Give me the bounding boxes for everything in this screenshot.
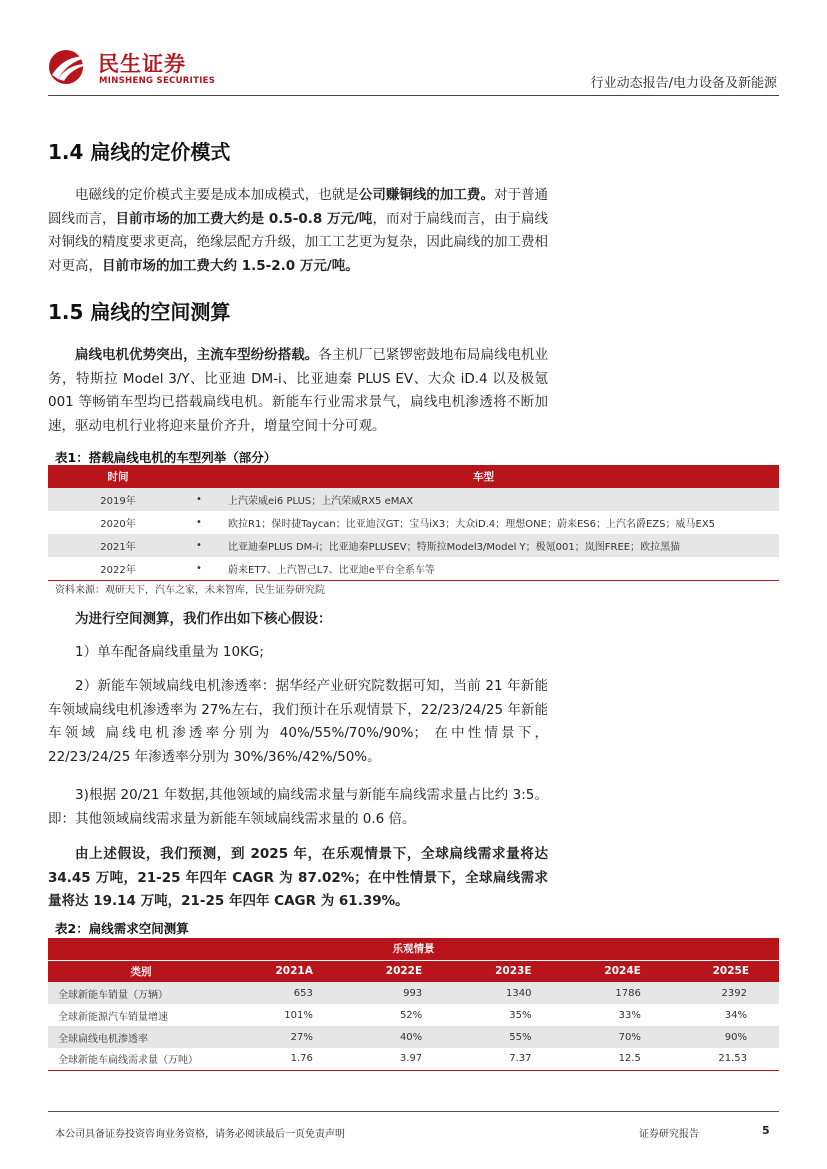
table2-caption: 表2：扁线需求空间测算 bbox=[55, 921, 189, 936]
footer-disclaimer: 本公司具备证券投资咨询业务资格，请务必阅读最后一页免责声明 bbox=[55, 1129, 345, 1140]
table-cell-models: 比亚迪秦PLUS DM-i；比亚迪秦PLUSEV；特斯拉Model3/Model Y；极氪001；岚图FREE；欧拉黑猫 bbox=[228, 534, 779, 557]
logo-text-en: MINSHENG SECURITIES bbox=[99, 76, 216, 86]
table-header-cell: 2022E bbox=[345, 960, 454, 982]
section-title-1-4: 1.4 扁线的定价模式 bbox=[48, 140, 231, 164]
table-row bbox=[48, 1026, 779, 1048]
minsheng-logo-icon bbox=[48, 49, 92, 85]
table-cell: 1786 bbox=[564, 982, 673, 1004]
table-row bbox=[48, 1048, 779, 1070]
table1-source: 资料来源：观研天下，汽车之家，未来智库，民生证券研究院 bbox=[55, 585, 325, 596]
table-cell: 55% bbox=[454, 1026, 563, 1048]
table-cell: 101% bbox=[284, 1009, 313, 1021]
table-cell: 7.37 bbox=[454, 1048, 563, 1070]
text-run: ，而对于扁线而言，由于扁线对铜线的精度要求更高，绝缘层配方升级，加工工艺更为复杂，因此扁线的加工费相对更高， bbox=[48, 210, 549, 274]
table-cell: 2392 bbox=[673, 982, 779, 1004]
table-cell: 70% bbox=[564, 1026, 673, 1048]
table-row bbox=[48, 982, 779, 1004]
table-cell-year: 2021年 bbox=[48, 534, 188, 557]
header-divider bbox=[48, 95, 779, 96]
table-cell: 3.97 bbox=[345, 1048, 454, 1070]
table-cell: 34% bbox=[724, 1009, 747, 1021]
footer-label: 证券研究报告 bbox=[639, 1129, 699, 1140]
table-cell: 653 bbox=[234, 982, 345, 1004]
table-row bbox=[48, 534, 779, 557]
table-cell: 1340 bbox=[454, 982, 563, 1004]
text-run-bold: 目前市场的加工费大约 1.5-2.0 万元/吨。 bbox=[102, 257, 359, 274]
text-run: 对于普通圆线而言， bbox=[48, 187, 549, 227]
table-cell-year: 2022年 bbox=[48, 557, 188, 580]
assumption-1 bbox=[48, 641, 548, 665]
report-category: 行业动态报告/电力设备及新能源 bbox=[590, 76, 777, 91]
table-row bbox=[48, 1004, 779, 1026]
section-title-1-5: 1.5 扁线的空间测算 bbox=[48, 300, 231, 324]
table-cell-label: 全球新能源汽车销量增速 bbox=[58, 1011, 168, 1023]
text-run-bold: 为进行空间测算，我们作出如下核心假设： bbox=[75, 611, 332, 627]
text-run-bold: 目前市场的加工费大约是 0.5-0.8 万元/吨 bbox=[115, 210, 373, 227]
table-row bbox=[48, 557, 779, 580]
table-cell-label: 全球新能车扁线需求量（万吨） bbox=[48, 1048, 234, 1070]
table-cell: 1.76 bbox=[234, 1048, 345, 1070]
text-run-bold: 由上述假设，我们预测，到 2025 年，在乐观情景下，全球扁线需求量将达 34.45 万吨，21-25 年四年 CAGR 为 87.02%；在中性情景下，全球扁线需求量将达 19.14 万吨，21-25 年四年 CAGR 为 61.39%。 bbox=[48, 846, 548, 909]
logo-text-cn: 民生证券 bbox=[98, 52, 186, 76]
table-cell: 33% bbox=[618, 1009, 641, 1021]
bullet-icon: • bbox=[188, 557, 228, 580]
table-cell-year: 2020年 bbox=[100, 519, 136, 530]
table1-caption: 表1：搭载扁线电机的车型列举（部分） bbox=[55, 450, 277, 465]
table1-car-models bbox=[48, 465, 779, 581]
table-header-row bbox=[48, 465, 779, 488]
table-cell-label: 全球新能车销量（万辆） bbox=[48, 982, 234, 1004]
table-scenario-row bbox=[48, 938, 779, 960]
table-cell: 993 bbox=[345, 982, 454, 1004]
table-header-cell: 类别 bbox=[48, 960, 234, 982]
table-cell-year: 2019年 bbox=[48, 488, 188, 511]
table-cell: 35% bbox=[509, 1009, 532, 1021]
paragraph-pricing bbox=[48, 184, 548, 278]
table-cell-models: 蔚来ET7、上汽智己L7、比亚迪e平台全系车等 bbox=[228, 557, 779, 580]
table-header-cell: 2024E bbox=[564, 960, 673, 982]
assumption-2 bbox=[48, 675, 548, 769]
table-cell: 12.5 bbox=[564, 1048, 673, 1070]
page-header bbox=[48, 44, 779, 96]
footer-divider bbox=[48, 1111, 779, 1112]
table-header-cell: 2021A bbox=[234, 960, 345, 982]
text-run-bold: 公司赚铜线的加工费。 bbox=[358, 187, 494, 203]
table2-demand-estimate bbox=[48, 938, 779, 1071]
bullet-icon: • bbox=[196, 517, 202, 528]
table-header-cell: 车型 bbox=[188, 465, 779, 488]
bullet-icon: • bbox=[188, 488, 228, 511]
page-number: 5 bbox=[762, 1124, 770, 1137]
table-cell-models: 欧拉R1；保时捷Taycan；比亚迪汉GT；宝马iX3；大众iD.4；理想ONE；蔚来ES6；上汽名爵EZS；威马EX5 bbox=[228, 519, 716, 530]
text-run: 各主机厂已紧锣密鼓地布局扁线电机业务，特斯拉 Model 3/Y、比亚迪 DM-i、比亚迪秦 PLUS EV、大众 iD.4 以及极氪 001 等畅销车型均已搭载扁线电机。新能车行业需求景气，扁线电机渗透将不断加速，驱动电机行业将迎来量价齐升，增量空间十分可观。 bbox=[48, 347, 549, 434]
paragraph-flat-wire-motor bbox=[48, 344, 548, 438]
table-header-cell: 时间 bbox=[48, 465, 188, 488]
text-run: 1）单车配备扁线重量为 10KG; bbox=[75, 644, 264, 660]
table-row bbox=[48, 511, 779, 534]
table-header-cell: 2025E bbox=[673, 960, 779, 982]
table-cell-models: 上汽荣威ei6 PLUS；上汽荣威RX5 eMAX bbox=[228, 488, 779, 511]
table-cell-label: 全球扁线电机渗透率 bbox=[48, 1026, 234, 1048]
text-run-bold: 扁线电机优势突出，主流车型纷纷搭载。 bbox=[75, 347, 319, 363]
table-cell: 40% bbox=[345, 1026, 454, 1048]
conclusion-paragraph bbox=[48, 843, 548, 914]
text-run: 2）新能车领域扁线电机渗透率：据华经产业研究院数据可知，当前 21 年新能车领域扁线电机渗透率为 27%左右，我们预计在乐观情景下，22/23/24/25 年新能车领域 扁线电机渗透率分别为 40%/55%/70%/90%； 在中性情景下，22/23/24/25 年渗透率分别为 30%/36%/42%/50%。 bbox=[48, 678, 548, 765]
table-row bbox=[48, 488, 779, 511]
assumption-3 bbox=[48, 784, 548, 831]
text-run: 3)根据 20/21 年数据,其他领域的扁线需求量与新能车扁线需求量占比约 3:5。即：其他领域扁线需求量为新能车领域扁线需求量的 0.6 倍。 bbox=[48, 787, 548, 827]
table-cell: 52% bbox=[399, 1009, 423, 1021]
table-cell: 27% bbox=[234, 1026, 345, 1048]
table-header-cell: 2023E bbox=[454, 960, 563, 982]
text-run: 电磁线的定价模式主要是成本加成模式，也就是 bbox=[75, 187, 359, 203]
table-cell: 21.53 bbox=[673, 1048, 779, 1070]
table-header-row bbox=[48, 960, 779, 982]
assumptions-intro bbox=[48, 608, 548, 632]
scenario-header: 乐观情景 bbox=[48, 938, 779, 960]
bullet-icon: • bbox=[188, 534, 228, 557]
table-cell: 90% bbox=[673, 1026, 779, 1048]
